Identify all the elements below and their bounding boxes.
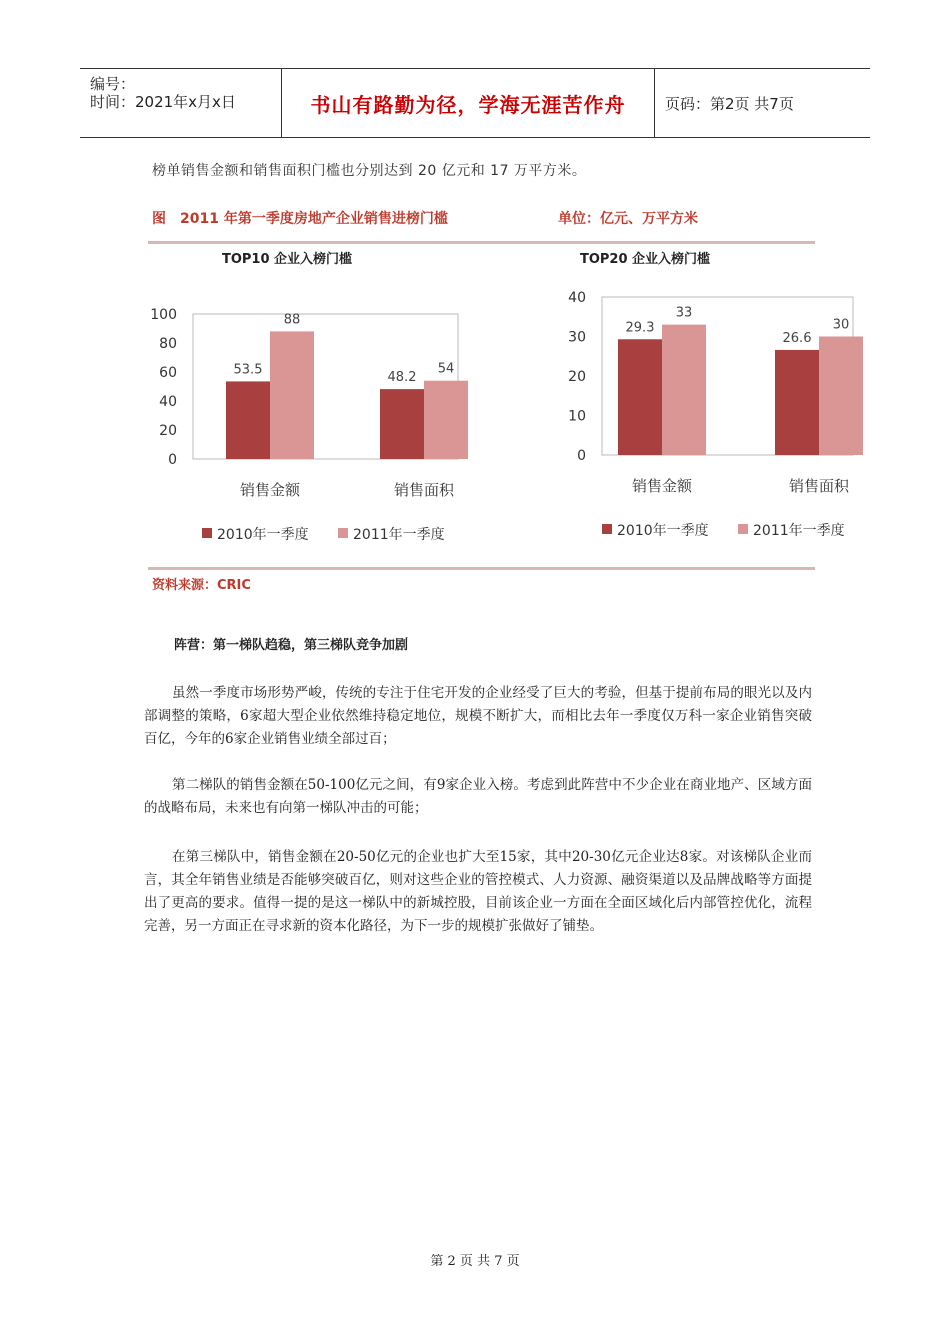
bar-2011 [819,337,863,456]
paragraph-3: 在第三梯队中，销售金额在20-50亿元的企业也扩大至15家，其中20-30亿元企业达8家。对该梯队企业而言，其全年销售业绩是否能够突破百亿，则对这些企业的管控模式、人力资源、融资渠道以及品牌战略等方面提出了更高的要求。值得一提的是这一梯队中的新城控股，目前该企业一方面在全面区域化后内部管控优化，流程完善，另一方面正在寻求新的资本化路径，为下一步的规模扩张做好了铺垫。 [144,849,812,934]
figure-title: 图 2011 年第一季度房地产企业销售进榜门槛 [152,211,448,227]
legend-swatch [602,524,612,534]
x-category-label: 销售面积 [393,481,455,499]
bar-2011 [662,325,706,455]
y-tick-label: 0 [168,452,177,468]
legend-swatch [738,524,748,534]
y-tick-label: 30 [568,329,586,346]
legend-label: 2010年一季度 [217,527,309,543]
x-category-label: 销售金额 [631,477,693,495]
legend-label: 2010年一季度 [617,523,709,539]
y-tick-label: 40 [159,394,177,410]
data-label: 26.6 [782,330,812,346]
chart-title: TOP10 企业入榜门槛 [221,252,353,267]
legend-label: 2011年一季度 [753,523,845,539]
y-tick-label: 10 [568,408,586,425]
y-tick-label: 80 [159,336,177,352]
data-label: 53.5 [233,362,263,378]
bar-2011 [270,331,314,459]
figure-source: 资料来源：CRIC [152,578,251,593]
data-label: 30 [832,317,850,333]
time-label: 时间：2021年x月x日 [90,93,236,111]
y-tick-label: 20 [159,423,177,439]
page-label: 页码：第2页 共7页 [665,94,794,113]
data-label: 33 [675,305,693,321]
page-footer: 第 2 页 共 7 页 [430,1254,520,1269]
bar-2010 [226,381,270,459]
bar-2010 [380,389,424,459]
y-tick-label: 20 [568,369,586,385]
y-tick-label: 100 [150,307,177,323]
legend-swatch [202,528,212,538]
x-category-label: 销售金额 [239,481,301,499]
paragraph-2: 第二梯队的销售金额在50-100亿元之间，有9家企业入榜。考虑到此阵营中不少企业在商业地产、区域方面的战略布局，未来也有向第一梯队冲击的可能； [144,777,812,816]
data-label: 48.2 [387,370,417,386]
section-title: 阵营：第一梯队趋稳，第三梯队竞争加剧 [174,638,409,653]
y-tick-label: 0 [577,448,586,464]
data-label: 29.3 [625,320,655,336]
bar-2010 [775,350,819,455]
data-label: 88 [283,312,301,328]
bar-2011 [424,381,468,459]
y-tick-label: 40 [568,290,586,306]
figure-unit: 单位：亿元、万平方米 [558,211,698,227]
intro-text: 榜单销售金额和销售面积门槛也分别达到 20 亿元和 17 万平方米。 [152,163,587,179]
x-category-label: 销售面积 [788,477,850,495]
figure-bottom-rule [148,567,815,570]
chart-title: TOP20 企业入榜门槛 [579,252,711,267]
number-label: 编号： [90,75,136,93]
paragraph-1: 虽然一季度市场形势严峻，传统的专注于住宅开发的企业经受了巨大的考验，但基于提前布局的眼光以及内部调整的策略，6家超大型企业依然维持稳定地位，规模不断扩大，而相比去年一季度仅万科一家企业销售突破百亿，今年的6家企业销售业绩全部过百； [144,685,812,747]
legend-swatch [338,528,348,538]
bar-2010 [618,339,662,455]
y-tick-label: 60 [159,365,177,381]
data-label: 54 [437,361,455,377]
motto: 书山有路勤为径，学海无涯苦作舟 [310,92,626,117]
legend-label: 2011年一季度 [353,527,445,543]
